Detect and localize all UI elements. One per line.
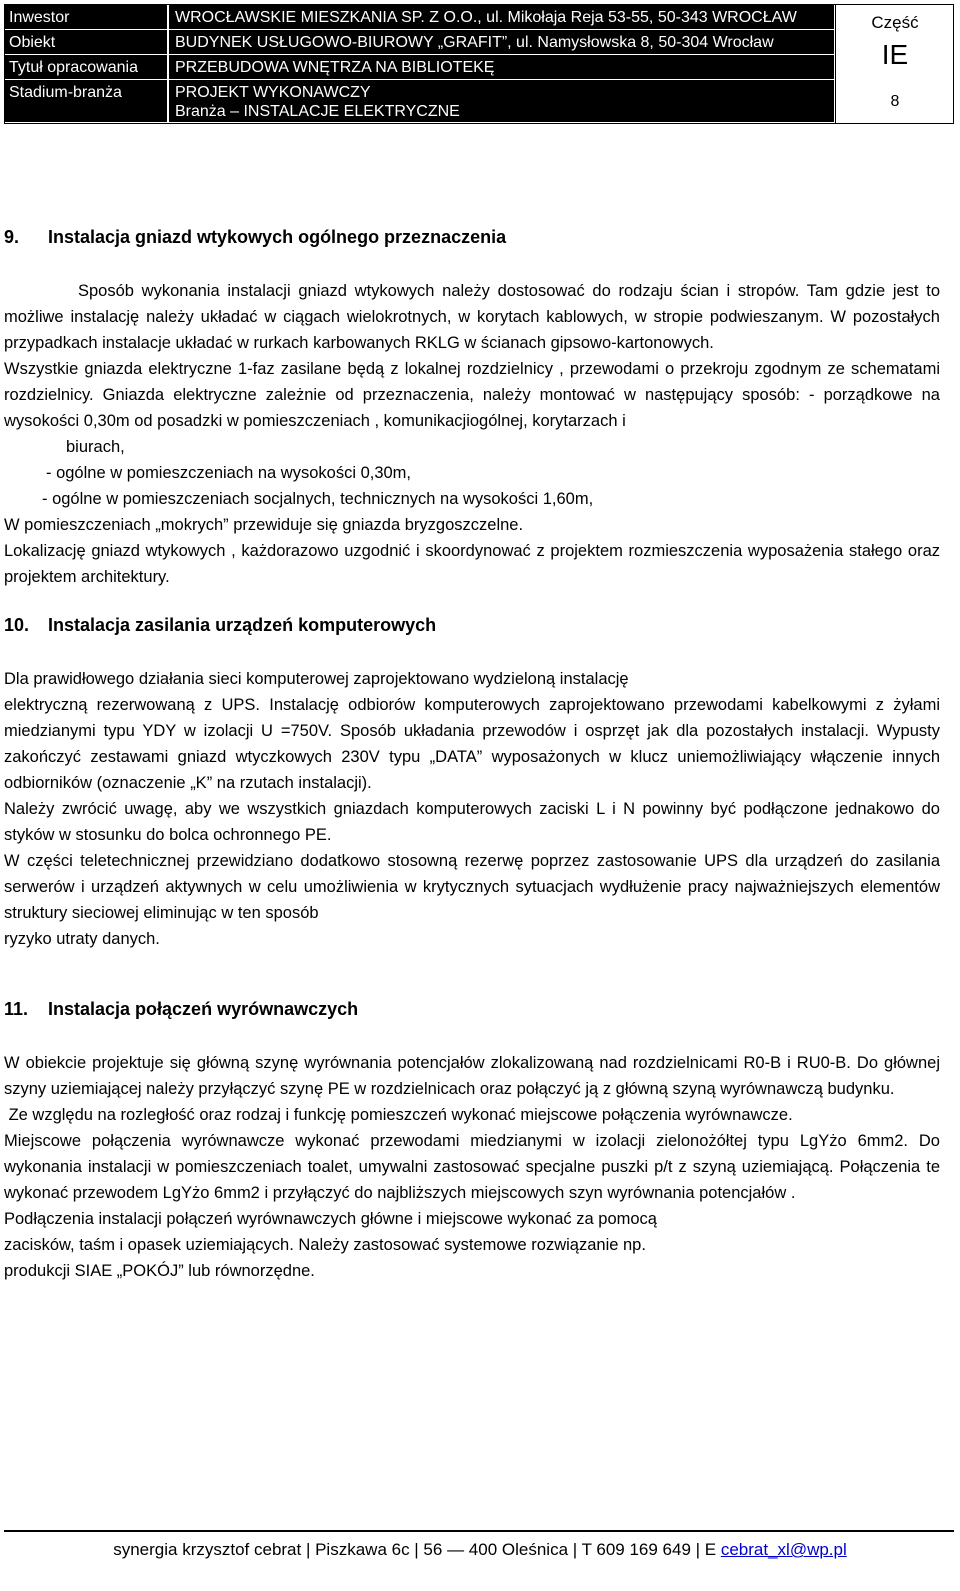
paragraph: W pomieszczeniach „mokrych” przewiduje się gniazda bryzgoszczelne.: [4, 516, 524, 534]
section-10-heading: [4, 612, 940, 638]
header-key: Tytuł opracowania: [5, 55, 167, 80]
page-number: 8: [890, 93, 900, 110]
document-body: [4, 224, 940, 1284]
header-row-title: [5, 55, 953, 80]
list-item: - ogólne w pomieszczeniach socjalnych, technicznych na wysokości 1,60m,: [42, 490, 594, 508]
paragraph-line: zacisków, taśm i opasek uziemiających. Należy zastosować systemowe rozwiązanie np.: [4, 1236, 646, 1254]
paragraph: W obiekcie projektuje się główną szynę wyrównania potencjałów zlokalizowaną nad rozdzielnicami R0-B i RU0-B. Do głównej szyny uziemiającej należy przyłączyć szynę PE w rozdzielnicach oraz połączyć ją z główną szyną wyrównawczą budynku.: [4, 1054, 940, 1098]
paragraph: Sposób wykonania instalacji gniazd wtykowych należy dostosować do rodzaju ścian i stropów. Tam gdzie jest to możliwe instalację należy układać w ciągach wielokrotnych, w korytach kablowych, w stropie podwieszanym. W pozostałych przypadkach instalacje układać w rurkach karbowanych RKLG w ścianach gipsowo-kartonowych.: [4, 282, 940, 352]
header-key: Obiekt: [5, 30, 167, 55]
header-row-investor: [5, 5, 953, 30]
paragraph: W części teletechnicznej przewidziano dodatkowo stosowną rezerwę poprzez zastosowanie UPS dla urządzeń do zasilania serwerów i urządzeń aktywnych w celu umożliwienia w krytycznych sytuacjach wydłużenie pracy najważniejszych elementów struktury sieciowej eliminując w ten sposób: [4, 852, 940, 922]
header-value: BUDYNEK USŁUGOWO-BIUROWY „GRAFIT”, ul. Namysłowska 8, 50-304 Wrocław: [169, 30, 834, 55]
header-key: Inwestor: [5, 5, 167, 30]
paragraph-end: ryzyko utraty danych.: [4, 930, 160, 948]
section-title: Instalacja połączeń wyrównawczych: [48, 999, 359, 1019]
header-value: PRZEBUDOWA WNĘTRZA NA BIBLIOTEKĘ: [169, 55, 834, 80]
header-row-branch: [5, 101, 953, 123]
part-code: IE: [881, 39, 909, 70]
footer-contact: synergia krzysztof cebrat | Piszkawa 6c | 56 — 400 Oleśnica | T 609 169 649 | E: [113, 1540, 721, 1559]
section-title: Instalacja zasilania urządzeń komputerowych: [48, 615, 437, 635]
part-label: Część: [871, 13, 919, 32]
section-number: 11.: [4, 999, 29, 1019]
section-9-heading: [4, 224, 940, 250]
paragraph: elektryczną rezerwowaną z UPS. Instalację odbiorów komputerowych zaprojektowano przewodami kabelkowymi z żyłami miedzianymi typu YDY w izolacji U =750V. Sposób układania przewodów i osprzęt jak dla pozostałych instalacji. Wypusty zakończyć zestawami gniazd wtyczkowych 230V typu „DATA” wyposażonych w klucz uniemożliwiający włączenie innych odbiorników (oznaczenie „K” na rzutach instalacji).: [4, 696, 940, 792]
header-row-object: [5, 30, 953, 55]
footer-email-link[interactable]: cebrat_xl@wp.pl: [720, 1540, 847, 1559]
header-key: [5, 101, 167, 123]
paragraph-line: produkcji SIAE „POKÓJ” lub równorzędne.: [4, 1262, 315, 1280]
paragraph: Miejscowe połączenia wyrównawcze wykonać przewodami miedzianymi w izolacji zielonożółtej typu LgYżo 6mm2. Do wykonania instalacji w pomieszczeniach toalet, umywalni zastosować specjalne puszki p/t z szyną uziemiającą. Połączenia te wykonać przewodem LgYżo 6mm2 i przyłączyć do najbliższych miejscowych szyn wyrównania potencjałów .: [4, 1132, 940, 1202]
section-title: Instalacja gniazd wtykowych ogólnego przeznaczenia: [48, 227, 507, 247]
part-box: [835, 5, 954, 123]
paragraph: Lokalizację gniazd wtykowych , każdorazowo uzgodnić i skoordynować z projektem rozmieszczenia wyposażenia stałego oraz projektem architektury.: [4, 542, 940, 586]
paragraph: Wszystkie gniazda elektryczne 1-faz zasilane będą z lokalnej rozdzielnicy , przewodami o przekroju zgodnym ze schematami rozdzielnicy. Gniazda elektryczne zależnie od przeznaczenia, należy montować w następujący sposób: - porządkowe na wysokości 0,30m od posadzki w pomieszczeniach , komunikacjiogólnej, korytarzach i: [4, 360, 940, 430]
section-number: 10.: [4, 615, 30, 635]
paragraph: Należy zwrócić uwagę, aby we wszystkich gniazdach komputerowych zaciski L i N powinny być podłączone jednakowo do styków w stosunku do bolca ochronnego PE.: [4, 800, 940, 844]
title-block: [4, 4, 954, 124]
section-11-heading: [4, 996, 940, 1022]
footer: [0, 1540, 960, 1560]
header-value: PROJEKT WYKONAWCZY: [169, 80, 834, 105]
list-item: - ogólne w pomieszczeniach na wysokości 0,30m,: [46, 464, 412, 482]
paragraph: Ze względu na rozległość oraz rodzaj i funkcję pomieszczeń wykonać miejscowe połączenia wyrównawcze.: [4, 1106, 793, 1124]
paragraph-continuation: biurach,: [66, 438, 125, 456]
paragraph: Dla prawidłowego działania sieci komputerowej zaprojektowano wydzieloną instalację: [4, 670, 629, 688]
footer-divider: [4, 1530, 954, 1532]
header-key: Stadium-branża: [5, 80, 167, 105]
paragraph-line: Podłączenia instalacji połączeń wyrównawczych główne i miejscowe wykonać za pomocą: [4, 1210, 657, 1228]
section-number: 9.: [4, 227, 20, 247]
header-value: WROCŁAWSKIE MIESZKANIA SP. Z O.O., ul. Mikołaja Reja 53-55, 50-343 WROCŁAW: [169, 5, 834, 30]
header-value: Branża – INSTALACJE ELEKTRYCZNE: [169, 101, 834, 123]
